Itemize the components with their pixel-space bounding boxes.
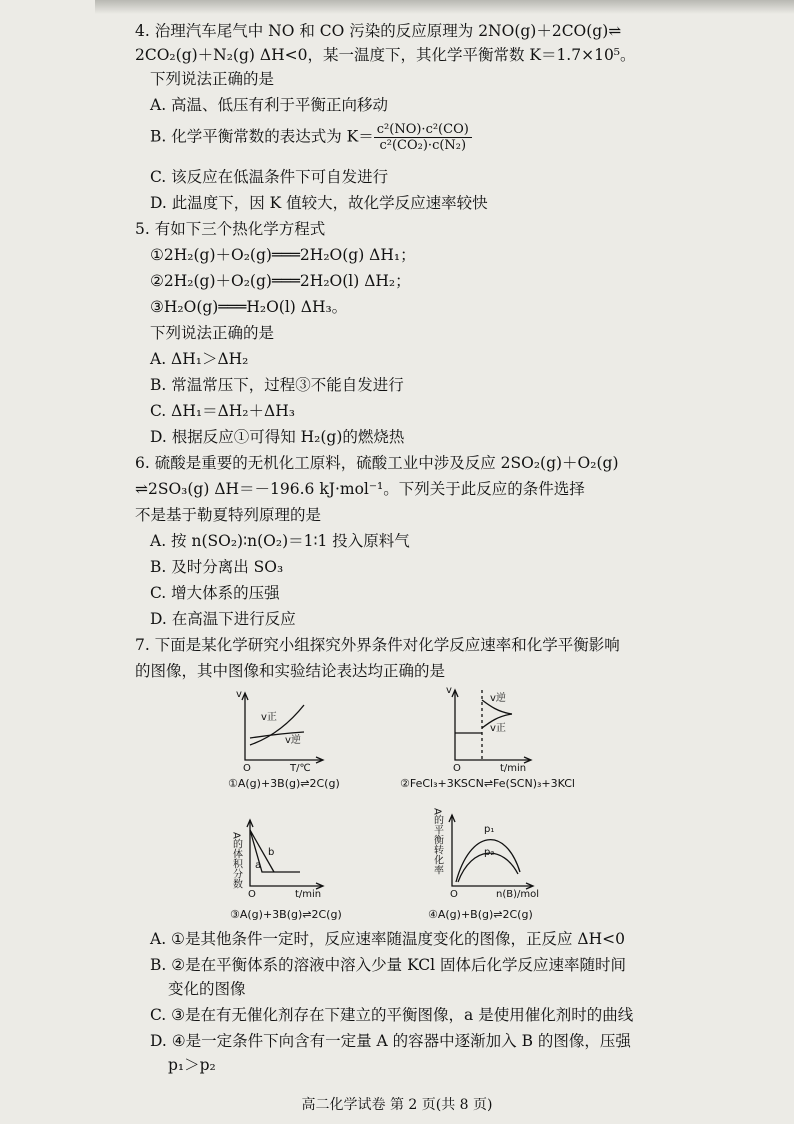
page-footer: 高二化学试卷 第 2 页(共 8 页) bbox=[301, 1097, 493, 1113]
graph2-label-forward: v正 bbox=[490, 723, 506, 734]
q7-option-c: C. ③是在有无催化剂存在下建立的平衡图像，a 是使用催化剂时的曲线 bbox=[150, 1006, 634, 1024]
q5-option-c: C. ΔH₁＝ΔH₂＋ΔH₃ bbox=[150, 402, 295, 420]
q6-line1: 6. 硫酸是重要的无机化工原料，硫酸工业中涉及反应 2SO₂(g)＋O₂(g) bbox=[135, 454, 619, 472]
graph2-label-reverse: v逆 bbox=[490, 693, 506, 704]
q6-line3: 不是基于勒夏特列原理的是 bbox=[135, 506, 322, 524]
graph1-y-label: v bbox=[236, 689, 242, 700]
graph2-origin: O bbox=[453, 763, 461, 774]
q7-line1: 7. 下面是某化学研究小组探究外界条件对化学反应速率和化学平衡影响 bbox=[135, 636, 620, 654]
q7-option-b-line2: 变化的图像 bbox=[168, 980, 246, 998]
graph1-origin: O bbox=[243, 763, 251, 774]
q5-option-b: B. 常温常压下，过程③不能自发进行 bbox=[150, 376, 404, 394]
q6-option-b: B. 及时分离出 SO₃ bbox=[150, 558, 284, 576]
graph3-label-b: b bbox=[268, 847, 275, 858]
graph1-axes bbox=[245, 695, 322, 760]
graph3-origin: O bbox=[248, 889, 256, 900]
graph4-caption: ④A(g)+B(g)⇌2C(g) bbox=[428, 908, 533, 921]
q5-stem: 下列说法正确的是 bbox=[150, 324, 275, 342]
q7-line2: 的图像，其中图像和实验结论表达均正确的是 bbox=[135, 662, 446, 680]
q6-option-d: D. 在高温下进行反应 bbox=[150, 610, 296, 628]
graph2-x-label: t/min bbox=[500, 763, 527, 774]
graph1-x-label: T/℃ bbox=[290, 763, 311, 774]
graph4-origin: O bbox=[450, 889, 458, 900]
q6-option-c: C. 增大体系的压强 bbox=[150, 584, 280, 602]
graph4-label-p1: p₁ bbox=[484, 824, 495, 835]
q5-eq1: ①2H₂(g)＋O₂(g)═══2H₂O(g) ΔH₁； bbox=[150, 246, 416, 264]
q4-line2: 2CO₂(g)＋N₂(g) ΔH<0，某一温度下，其化学平衡常数 K＝1.7×10⁵。 bbox=[135, 46, 636, 64]
q6-option-a: A. 按 n(SO₂)∶n(O₂)＝1∶1 投入原料气 bbox=[150, 532, 410, 550]
q4-stem: 下列说法正确的是 bbox=[150, 70, 275, 88]
graph2-caption: ②FeCl₃+3KSCN⇌Fe(SCN)₃+3KCl bbox=[400, 777, 575, 790]
q4-option-a: A. 高温、低压有利于平衡正向移动 bbox=[150, 96, 389, 114]
graph3-axes bbox=[250, 820, 322, 886]
q4-option-b-prefix: B. 化学平衡常数的表达式为 K＝ bbox=[150, 127, 374, 146]
graph3-x-label: t/min bbox=[295, 889, 322, 900]
graph3-label-a: a bbox=[255, 860, 262, 871]
q5-option-d: D. 根据反应①可得知 H₂(g)的燃烧热 bbox=[150, 428, 405, 446]
q7-option-d-line1: D. ④是一定条件下向含有一定量 A 的容器中逐渐加入 B 的图像，压强 bbox=[150, 1032, 631, 1050]
q7-option-b-line1: B. ②是在平衡体系的溶液中溶入少量 KCl 固体后化学反应速率随时间 bbox=[150, 956, 626, 974]
k-numerator: c²(NO)·c²(CO) bbox=[374, 122, 472, 138]
q5-option-a: A. ΔH₁＞ΔH₂ bbox=[150, 350, 249, 368]
graph4-y-label: A的平衡转化率 bbox=[431, 808, 443, 875]
q4-line1: 4. 治理汽车尾气中 NO 和 CO 污染的反应原理为 2NO(g)＋2CO(g)⇌ bbox=[135, 22, 622, 40]
graph4-curve-p1 bbox=[456, 840, 520, 882]
graph2-y-label: v bbox=[446, 685, 452, 696]
graph3-caption: ③A(g)+3B(g)⇌2C(g) bbox=[230, 908, 342, 921]
q5-eq3: ③H₂O(g)═══H₂O(l) ΔH₃。 bbox=[150, 298, 348, 316]
q5-eq2: ②2H₂(g)＋O₂(g)═══2H₂O(l) ΔH₂； bbox=[150, 272, 411, 290]
q7-option-a: A. ①是其他条件一定时，反应速率随温度变化的图像，正反应 ΔH<0 bbox=[150, 930, 625, 948]
graph1-label-reverse: v逆 bbox=[285, 735, 301, 746]
q6-line2: ⇌2SO₃(g) ΔH＝－196.6 kJ·mol⁻¹。下列关于此反应的条件选择 bbox=[135, 480, 585, 498]
q4-option-d: D. 此温度下，因 K 值较大，故化学反应速率较快 bbox=[150, 194, 488, 212]
q4-option-c: C. 该反应在低温条件下可自发进行 bbox=[150, 168, 389, 186]
graph4-label-p2: p₂ bbox=[484, 847, 495, 858]
graph3-y-label: A的体积分数 bbox=[230, 832, 242, 889]
graph1-caption: ①A(g)+3B(g)⇌2C(g) bbox=[228, 777, 340, 790]
q7-option-d-line2: p₁＞p₂ bbox=[168, 1056, 216, 1074]
graph4-x-label: n(B)/mol bbox=[496, 889, 540, 900]
graph1-label-forward: v正 bbox=[261, 712, 277, 723]
k-denominator: c²(CO₂)·c(N₂) bbox=[379, 138, 467, 153]
q5-line1: 5. 有如下三个热化学方程式 bbox=[135, 220, 326, 238]
